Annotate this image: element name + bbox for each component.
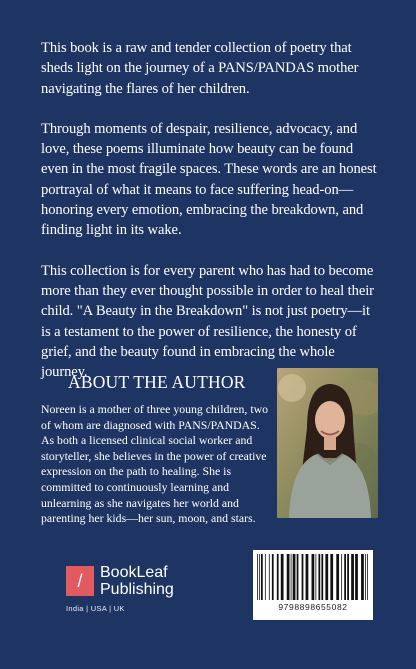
book-description: [41, 38, 377, 402]
barcode-bar: [341, 554, 342, 600]
author-photo: [277, 368, 378, 518]
publisher-regions: India | USA | UK: [66, 604, 125, 613]
barcode-bar: [277, 554, 279, 600]
barcode-bar: [318, 554, 320, 600]
barcode-bar: [257, 554, 258, 600]
barcode-bar: [302, 554, 304, 600]
barcode-bar: [291, 554, 292, 600]
description-paragraph-3: This collection is for every parent who has had to become more than they ever thought possible in order to heal their child. "A Beauty in the Breakdown" is not just poetry—it is a testament to the power of resilience, the honesty of grief, and the beauty found in embracing the whole journey.: [41, 262, 374, 381]
barcode-bar: [312, 554, 315, 600]
publisher-logo: [66, 564, 206, 614]
barcode-bar: [293, 554, 296, 600]
publisher-name-line-1: BookLeaf: [100, 564, 168, 581]
barcode-bar: [259, 554, 260, 600]
publisher-name-line-2: Publishing: [100, 581, 174, 598]
about-author-heading: ABOUT THE AUTHOR: [68, 372, 246, 392]
barcode-bar: [325, 554, 328, 600]
barcode-bars: [257, 554, 369, 600]
barcode-bar: [281, 554, 284, 600]
description-paragraph-1: This book is a raw and tender collection of poetry that sheds light on the journey of a PANS/PANDAS mother navigating the flares of her children.: [41, 40, 359, 97]
barcode-bar: [287, 554, 290, 600]
barcode-bar: [361, 554, 364, 600]
author-bio: Noreen is a mother of three young children, two of whom are diagnosed with PANS/PANDAS. As both a licensed clinical social worker and storyteller, she believes in the power of creative expression on the path to healing. She is committed to continuously learning and unlearning as she navigates her world and parenting her kids—her sun, moon, and stars.: [41, 402, 269, 526]
barcode-bar: [261, 554, 263, 600]
publisher-logo-mark: /: [66, 566, 94, 596]
barcode-bar: [272, 554, 274, 600]
barcode-bar: [269, 554, 270, 600]
barcode-bar: [344, 554, 346, 600]
publisher-name: [100, 564, 174, 598]
barcode-bar: [265, 554, 266, 600]
description-paragraph-2: Through moments of despair, resilience, advocacy, and love, these poems illuminate how beauty can be found even in the most fragile spaces. These words are an honest portrayal of what it means to face suffering head-on—honoring every emotion, embracing the breakdown, and finding light in its wake.: [41, 120, 377, 239]
barcode-bar: [347, 554, 349, 600]
barcode-bar: [315, 554, 316, 600]
isbn-barcode: [253, 550, 373, 620]
barcode-bar: [297, 554, 299, 600]
barcode-bar: [336, 554, 339, 600]
barcode-bar: [330, 554, 333, 600]
barcode-bar: [321, 554, 323, 600]
barcode-bar: [365, 554, 366, 600]
barcode-bar: [367, 554, 368, 600]
isbn-number: 9798898655082: [278, 602, 348, 612]
barcode-bar: [355, 554, 358, 600]
barcode-bar: [351, 554, 354, 600]
barcode-bar: [306, 554, 309, 600]
